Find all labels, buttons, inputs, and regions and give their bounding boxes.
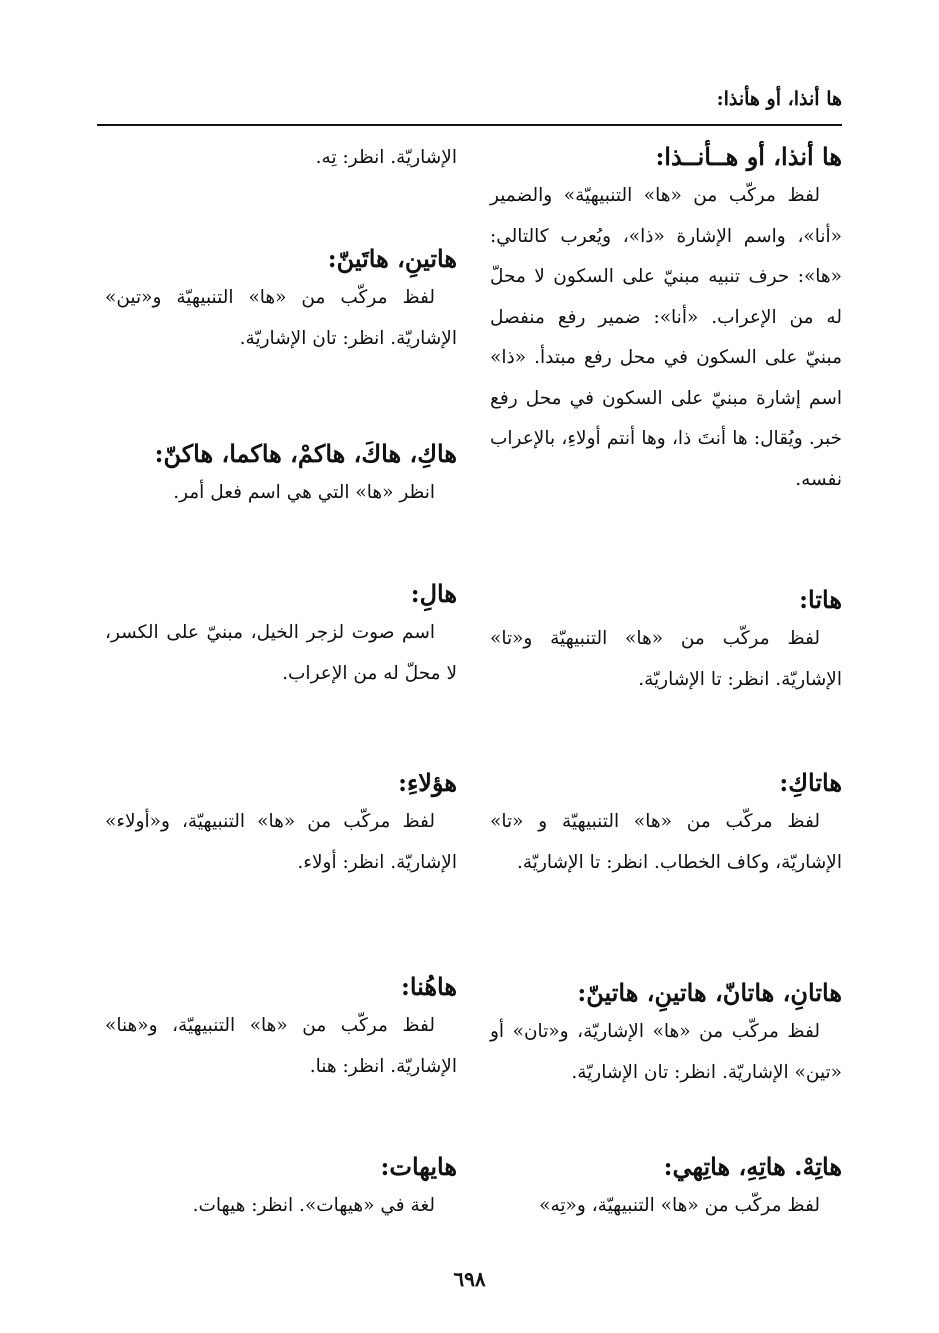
entry-text: لفظ مركّب من «ها» التنبيهيّة، و«هنا» الإشاريّة. انظر: هنا. — [105, 1015, 457, 1077]
entry-hataki — [490, 764, 842, 883]
entry-headword: ها أنذا، أو هــأنــذا: — [655, 142, 842, 171]
entry-text: لفظ مركّب من «ها» التنبيهيّة، و«تِه» — [539, 1195, 820, 1216]
entry-headword: هاكِ، هاكَ، هاكمْ، هاكما، هاكنّ: — [154, 439, 457, 468]
entry-headword: هالِ: — [410, 579, 457, 608]
page-number: ٦٩٨ — [453, 1267, 486, 1291]
entry-hatayni — [105, 240, 457, 359]
entry-headword: هاتاكِ: — [779, 768, 842, 797]
entry-hayhat — [105, 1148, 457, 1227]
entry-text: لفظ مركّب من «ها» التنبيهيّة» والضمير «أنا»، واسم الإشارة «ذا»، ويُعرب كالتالي: «ها»: حرف تنبيه مبنيّ على السكون لا محلّ له من الإعراب. «أنا»: ضمير رفع منفصل مبنيّ على السكون في محل رفع مبتدأ. «ذا» اسم إشارة مبنيّ على السكون في محل رفع خبر. ويُقال: ها أنتَ ذا، وها أنتم أولاءِ، بالإعراب نفسه. — [490, 185, 842, 490]
entry-hatih — [490, 1148, 842, 1227]
running-header: ها أنذا، أو هأنذا: — [716, 88, 842, 110]
entry-text: لفظ مركّب من «ها» التنبيهيّة، و«أولاء» الإشاريّة. انظر: أولاء. — [105, 811, 457, 873]
entry-headword: هاتانِ، هاتانّ، هاتينِ، هاتينّ: — [577, 978, 842, 1007]
entry-headword: هاتينِ، هاتَينّ: — [327, 244, 457, 273]
entry-text: لفظ مركّب من «ها» التنبيهيّة و «تا» الإشاريّة، وكاف الخطاب. انظر: تا الإشاريّة. — [490, 811, 842, 873]
entry-haulai — [105, 764, 457, 883]
entry-text: انظر «ها» التي هي اسم فعل أمر. — [173, 482, 435, 503]
entry-haki — [105, 435, 457, 514]
entry-headword: هاتا: — [799, 585, 842, 614]
entry-text: لغة في «هيهات». انظر: هيهات. — [192, 1195, 435, 1216]
entry-text: لفظ مركّب من «ها» الإشاريّة، و«تان» أو «تين» الإشاريّة. انظر: تان الإشاريّة. — [490, 1021, 842, 1083]
entry-continuation — [105, 138, 457, 179]
entry-hata — [490, 581, 842, 700]
entry-text: لفظ مركّب من «ها» التنبيهيّة و«تين» الإشاريّة. انظر: تان الإشاريّة. — [105, 287, 457, 349]
entry-headword: هاتِهْ. هاتِهِ، هاتِهي: — [663, 1152, 842, 1181]
entry-text: لفظ مركّب من «ها» التنبيهيّة و«تا» الإشاريّة. انظر: تا الإشاريّة. — [490, 628, 842, 690]
entry-text: اسم صوت لزجر الخيل، مبنيّ على الكسر، لا محلّ له من الإعراب. — [105, 622, 457, 684]
entry-hali — [105, 575, 457, 694]
entry-hatani — [490, 974, 842, 1093]
header-rule — [97, 124, 842, 126]
entry-headword: هؤلاءِ: — [398, 768, 457, 797]
entry-headword: هاهُنا: — [400, 972, 457, 1001]
entry-headword: هايهات: — [380, 1152, 457, 1181]
entry-ha-ana-tha — [490, 138, 842, 500]
entry-text: الإشاريّة. انظر: تِه. — [315, 147, 457, 168]
entry-hahuna — [105, 968, 457, 1087]
